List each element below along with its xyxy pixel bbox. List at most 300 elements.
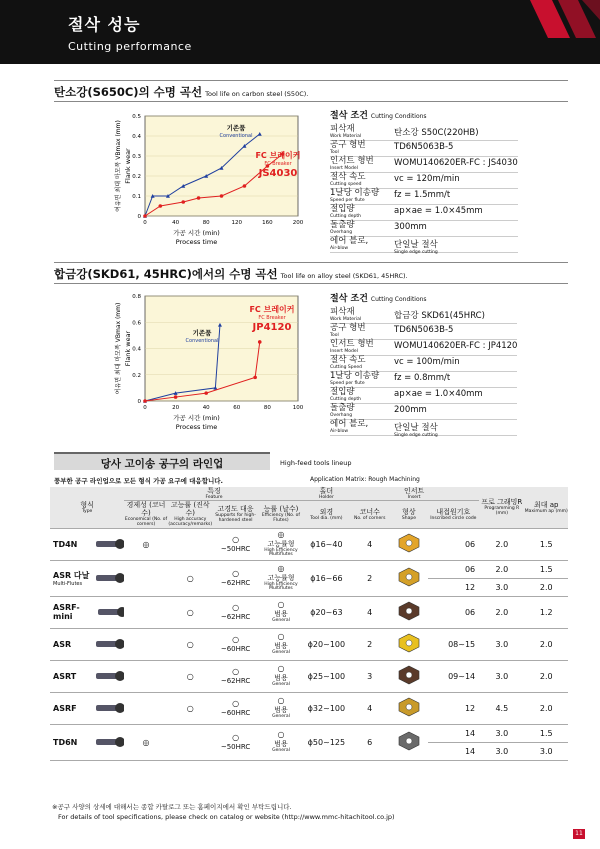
condition-label: 절삭 속도 [330, 172, 366, 182]
corners-cell: 4 [349, 692, 390, 724]
max-ap-cell: 1.5 [525, 560, 568, 578]
condition-row [330, 125, 518, 141]
series-name-en: FC Breaker [264, 161, 292, 167]
condition-label-en: Cutting speed [330, 181, 362, 187]
max-ap-cell: 2.0 [525, 578, 568, 596]
y-tick-label: 0 [137, 399, 141, 405]
circle-code-cell: 08~15 [428, 628, 480, 660]
feature-value-en: General [272, 617, 290, 623]
table-row [50, 692, 568, 724]
feature-mark: ○ [232, 534, 240, 544]
col-feature: 특징 Feature [124, 487, 303, 501]
y-tick-label: 0.3 [132, 154, 141, 160]
col-insert: 인서트 Insert [349, 487, 479, 501]
feature-mark: ○ [232, 698, 240, 708]
condition-value: TD6N5063B-5 [394, 325, 454, 335]
hardness-cell [213, 628, 258, 660]
circle-code-cell: 06 [428, 560, 480, 578]
circle-code-cell: 14 [428, 742, 480, 760]
max-ap-cell: 1.5 [525, 528, 568, 560]
lineup-table [50, 487, 568, 761]
y-tick-label: 0.1 [132, 194, 141, 200]
conditions-heading: 절삭 조건 Cutting Conditions [330, 294, 427, 304]
insert-shape-cell [390, 660, 427, 692]
data-point [258, 340, 262, 344]
x-tick-label: 60 [233, 405, 241, 411]
condition-label: 에어 블로, [330, 419, 369, 429]
efficiency-cell [258, 628, 303, 660]
condition-value: 200mm [394, 405, 427, 415]
y-axis-label: 여유면 최대 마모폭 VBmax (mm) [115, 302, 122, 395]
insert-shape-icon [398, 731, 420, 751]
condition-label-en: Air-blow [330, 245, 349, 251]
condition-row [330, 372, 517, 388]
tool-type-cell [50, 692, 124, 724]
tool-image-icon [96, 603, 124, 621]
data-point [253, 376, 257, 380]
circle-code-cell: 06 [428, 596, 480, 628]
corners-cell: 2 [349, 628, 390, 660]
x-tick-label: 80 [263, 405, 271, 411]
x-tick-label: 160 [262, 220, 273, 226]
feature-mark: ○ [277, 599, 285, 609]
programming-r-cell: 2.0 [479, 560, 524, 578]
tool-type-cell [50, 528, 124, 560]
diameter-cell: ϕ20~63 [304, 596, 349, 628]
x-axis-label-en: Process time [175, 238, 218, 246]
insert-shape-cell [390, 560, 427, 596]
feature-value: 범용 [274, 641, 288, 650]
data-point [243, 184, 247, 188]
condition-value-en: Single edge cutting [394, 250, 438, 255]
feature-value-en: High Efficiency Multiflutes [264, 581, 298, 592]
circle-code-cell: 14 [428, 724, 480, 742]
circle-code-cell: 12 [428, 578, 480, 596]
feature-value: 고능률형 [267, 573, 295, 582]
feature-value: ~62HRC [220, 578, 251, 587]
y-tick-label: 0.4 [132, 134, 141, 140]
section-title-ko: 탄소강(S650C)의 수명 곡선 [54, 85, 203, 99]
feature-mark: ◎ [277, 563, 285, 573]
max-ap-cell: 2.0 [525, 660, 568, 692]
x-tick-label: 40 [202, 405, 210, 411]
condition-label-en: Work Material [330, 133, 362, 139]
programming-r-cell: 3.0 [479, 660, 524, 692]
tool-type: ASRT [53, 671, 77, 681]
condition-label: 절입량 [330, 387, 355, 397]
feature-value: 범용 [274, 739, 288, 748]
condition-row [330, 237, 518, 253]
programming-r-cell: 3.0 [479, 578, 524, 596]
data-point [204, 391, 208, 395]
col-dia: 외경 Tool dia. (mm) [304, 501, 349, 528]
condition-row [330, 205, 518, 221]
tool-type-cell [50, 724, 124, 760]
y-tick-label: 0.6 [132, 320, 141, 327]
y-tick-label: 0.5 [132, 114, 141, 120]
feature-mark: ○ [232, 634, 240, 644]
max-ap-cell: 1.2 [525, 596, 568, 628]
condition-label: 피삭재 [330, 124, 355, 134]
condition-row [330, 324, 517, 340]
y-tick-label: 0.2 [132, 174, 141, 180]
condition-label: 1날당 이송량 [330, 371, 380, 381]
lineup-intro: 풍부한 공구 라인업으로 모든 형식 가공 요구에 대응합니다. [54, 477, 224, 485]
tool-type: ASR [53, 639, 72, 649]
condition-label: 피삭재 [330, 307, 355, 317]
hardness-cell [213, 560, 258, 596]
series-grade: JP4120 [252, 322, 292, 333]
col-holder: 홀더 Holder [304, 487, 349, 501]
col-corners: 코너수 No. of corners [349, 501, 390, 528]
chart-alloy-svg [50, 288, 320, 433]
series-name-en: Conventional [219, 133, 253, 139]
corners-cell: 4 [349, 528, 390, 560]
footnote-en: For details of tool specifications, please check on catalog or website (http://www.mmc-hitachitool.co.jp) [58, 813, 395, 821]
feature-value: ~50HRC [220, 544, 251, 553]
y-tick-label: 0.2 [132, 372, 141, 379]
page-subtitle: Cutting performance [68, 40, 192, 53]
series-name-en: Conventional [185, 338, 219, 344]
condition-row [330, 404, 517, 420]
condition-value: 단일날 절삭 Single edge cutting [394, 423, 438, 438]
diameter-cell: ϕ20~100 [304, 628, 349, 660]
efficiency-cell [258, 660, 303, 692]
diameter-cell: ϕ50~125 [304, 724, 349, 760]
tool-image-icon [94, 667, 124, 685]
section-title-ko: 합금강(SKD61, 45HRC)에서의 수명 곡선 [54, 267, 278, 281]
condition-row [330, 141, 518, 157]
condition-label: 공구 형번 [330, 323, 366, 333]
section-title-carbon [54, 80, 568, 102]
programming-r-cell: 3.0 [479, 742, 524, 760]
lineup-title-en: High-feed tools lineup [280, 459, 352, 467]
condition-value: TD6N5063B-5 [394, 142, 454, 152]
table-row [50, 560, 568, 578]
hardness-cell [213, 724, 258, 760]
condition-label: 돌출량 [330, 220, 355, 230]
insert-shape-icon [398, 633, 420, 653]
tool-image-icon [94, 569, 124, 587]
x-tick-label: 40 [172, 220, 180, 226]
condition-label: 공구 형번 [330, 140, 366, 150]
accuracy-cell: ○ [168, 660, 213, 692]
corners-cell: 2 [349, 560, 390, 596]
condition-value: 탄소강 S50C(220HB) [394, 128, 479, 138]
data-point [197, 196, 201, 200]
col-economical: 경제성 (코너수) Economical (No. of corners) [124, 501, 168, 528]
feature-value: ~62HRC [220, 612, 251, 621]
x-axis-label: 가공 시간 (min) [173, 414, 220, 422]
series-grade: JS4030 [258, 168, 298, 179]
lineup-intro-en: Application Matrix: Rough Machining [310, 476, 420, 483]
y-axis-label-en: Flank wear [124, 330, 132, 367]
x-tick-label: 0 [143, 405, 147, 411]
condition-label-en: Work Material [330, 316, 362, 322]
hardness-cell [213, 692, 258, 724]
efficiency-cell [258, 528, 303, 560]
economical-cell [124, 628, 167, 660]
insert-shape-icon [398, 567, 420, 587]
tool-type-cell [50, 560, 124, 596]
series-name-en: FC Breaker [258, 315, 286, 321]
conditions-carbon [330, 108, 518, 253]
footnote-ko: ※공구 사양의 상세에 대해서는 종합 카탈로그 또는 홈페이지에서 확인 부탁드립니다. [52, 803, 292, 811]
economical-cell [124, 692, 167, 724]
condition-label-en: Overhang [330, 229, 353, 235]
feature-value: 범용 [274, 609, 288, 618]
programming-r-cell: 3.0 [479, 724, 524, 742]
table-row [50, 628, 568, 660]
page-number: 11 [573, 829, 585, 839]
programming-r-cell: 2.0 [479, 528, 524, 560]
y-tick-label: 0.4 [132, 346, 141, 353]
condition-value: fz = 1.5mm/t [394, 190, 451, 200]
efficiency-cell [258, 724, 303, 760]
hardness-cell [213, 528, 258, 560]
feature-value-en: General [272, 747, 290, 753]
tool-type-en: Multi-Flutes [53, 580, 83, 587]
condition-value-en: Single edge cutting [394, 433, 438, 438]
economical-cell [124, 596, 167, 628]
col-progR: 프로 그래밍R Programming R (mm) [479, 487, 524, 528]
hardness-cell [213, 660, 258, 692]
circle-code-cell: 09~14 [428, 660, 480, 692]
insert-shape-cell [390, 692, 427, 724]
condition-label: 돌출량 [330, 403, 355, 413]
condition-label: 절입량 [330, 204, 355, 214]
condition-label-en: Speed per flute [330, 380, 365, 386]
tool-type: TD4N [53, 539, 78, 549]
feature-mark: ○ [232, 602, 240, 612]
feature-value-en: General [272, 681, 290, 687]
feature-mark: ○ [232, 732, 240, 742]
y-axis-label-en: Flank wear [124, 148, 132, 184]
condition-value: 합금강 SKD61(45HRC) [394, 311, 485, 321]
condition-label: 1날당 이송량 [330, 188, 380, 198]
corner-decoration-icon [530, 0, 600, 38]
condition-row [330, 388, 517, 404]
efficiency-cell [258, 596, 303, 628]
diameter-cell: ϕ16~40 [304, 528, 349, 560]
condition-value: ap×ae = 1.0×40mm [394, 389, 483, 399]
tool-type-cell [50, 660, 124, 692]
section-title-en: Tool life on alloy steel (SKD61, 45HRC). [280, 272, 408, 280]
x-tick-label: 200 [292, 220, 304, 226]
programming-r-cell: 4.5 [479, 692, 524, 724]
header-banner [0, 0, 600, 64]
feature-value: ~60HRC [220, 708, 251, 717]
condition-label-en: Cutting depth [330, 213, 362, 219]
data-point [143, 214, 147, 218]
max-ap-cell: 2.0 [525, 628, 568, 660]
condition-value: WOMU140620ER-FC : JP4120 [394, 341, 518, 351]
condition-row [330, 356, 517, 372]
insert-shape-cell [390, 596, 427, 628]
table-row [50, 724, 568, 742]
insert-shape-icon [398, 697, 420, 717]
feature-value: 고능률형 [267, 539, 295, 548]
conditions-heading-en: Cutting Conditions [370, 296, 427, 303]
feature-value: 범용 [274, 673, 288, 682]
data-point [143, 399, 147, 403]
programming-r-cell: 2.0 [479, 596, 524, 628]
series-name: 기존품 [226, 124, 246, 132]
col-circle: 내접원기호 Inscribed circle code [428, 501, 480, 528]
tool-type: ASR 다날 [53, 570, 90, 580]
tool-type-cell [50, 596, 124, 628]
x-tick-label: 120 [231, 220, 243, 226]
x-tick-label: 100 [292, 405, 304, 411]
conditions-alloy [330, 291, 517, 436]
condition-value: ap×ae = 1.0×45mm [394, 206, 483, 216]
y-axis-label: 여유면 최대 마모폭 VBmax (mm) [115, 120, 122, 212]
economical-cell [124, 560, 167, 596]
tool-image-icon [94, 635, 124, 653]
economical-cell [124, 660, 167, 692]
conditions-heading: 절삭 조건 Cutting Conditions [330, 111, 427, 121]
feature-mark: ◎ [277, 529, 285, 539]
condition-value: vc = 120m/min [394, 174, 460, 184]
chart-carbon-svg [50, 108, 320, 248]
programming-r-cell: 3.0 [479, 628, 524, 660]
feature-value-en: General [272, 713, 290, 719]
circle-code-cell: 06 [428, 528, 480, 560]
x-axis-label: 가공 시간 (min) [173, 229, 220, 237]
accuracy-cell [168, 724, 213, 760]
condition-label-en: Overhang [330, 412, 353, 418]
efficiency-cell [258, 692, 303, 724]
max-ap-cell: 3.0 [525, 742, 568, 760]
accuracy-cell [168, 528, 213, 560]
condition-label-en: Air-blow [330, 428, 349, 434]
table-header-row [50, 487, 568, 501]
max-ap-cell: 2.0 [525, 692, 568, 724]
x-tick-label: 80 [202, 220, 210, 226]
accuracy-cell: ○ [168, 560, 213, 596]
tool-type: TD6N [53, 737, 78, 747]
x-axis-label-en: Process time [175, 423, 218, 431]
section-title-en: Tool life on carbon steel (S50C). [205, 90, 309, 98]
condition-label-en: Cutting Speed [330, 364, 363, 370]
tool-image-icon [94, 535, 124, 553]
tool-type: ASRF-mini [53, 603, 80, 622]
condition-label: 절삭 속도 [330, 355, 366, 365]
accuracy-cell: ○ [168, 692, 213, 724]
col-type: 형식 Type [50, 487, 124, 528]
diameter-cell: ϕ32~100 [304, 692, 349, 724]
insert-shape-icon [398, 533, 420, 553]
insert-shape-icon [398, 601, 420, 621]
economical-cell: ◎ [124, 528, 167, 560]
table-row [50, 528, 568, 560]
col-efficiency: 능률 (날수) Efficiency (No. of Flutes) [258, 501, 303, 528]
max-ap-cell: 1.5 [525, 724, 568, 742]
condition-label-en: Insert Model [330, 165, 358, 171]
accuracy-cell: ○ [168, 596, 213, 628]
feature-mark: ○ [277, 631, 285, 641]
hardness-cell [213, 596, 258, 628]
col-accuracy: 고능률 (진삭수) High accuracy (accuracy/remarks) [168, 501, 213, 528]
col-shape: 형상 Shape [390, 501, 427, 528]
insert-shape-cell [390, 628, 427, 660]
condition-label: 에어 블로, [330, 236, 369, 246]
feature-mark: ○ [277, 663, 285, 673]
diameter-cell: ϕ16~66 [304, 560, 349, 596]
feature-value-en: General [272, 649, 290, 655]
condition-row [330, 173, 518, 189]
condition-label-en: Speed per flute [330, 197, 365, 203]
y-tick-label: 0.8 [132, 294, 141, 300]
data-point [174, 395, 178, 399]
data-point [159, 204, 163, 208]
condition-label-en: Tool [330, 149, 339, 155]
series-name: FC 브레이커 [249, 305, 295, 314]
data-point [220, 194, 224, 198]
tool-image-icon [94, 733, 124, 751]
corners-cell: 4 [349, 596, 390, 628]
series-name: 기존품 [192, 329, 212, 337]
condition-value: vc = 100m/min [394, 357, 460, 367]
condition-row [330, 189, 518, 205]
accuracy-cell: ○ [168, 628, 213, 660]
feature-mark: ○ [232, 666, 240, 676]
feature-mark: ○ [277, 729, 285, 739]
x-tick-label: 20 [172, 405, 180, 411]
lineup-title: 당사 고이송 공구의 라인업 [100, 458, 224, 470]
page-title: 절삭 성능 [68, 15, 141, 34]
condition-value: fz = 0.8mm/t [394, 373, 451, 383]
chart-carbon [50, 108, 320, 252]
condition-row [330, 157, 518, 173]
corners-cell: 3 [349, 660, 390, 692]
condition-row [330, 221, 518, 237]
condition-label-en: Tool [330, 332, 339, 338]
feature-mark: ○ [232, 568, 240, 578]
condition-label-en: Cutting depth [330, 396, 362, 402]
table-row [50, 596, 568, 628]
condition-label: 인서트 형번 [330, 156, 374, 166]
data-point [181, 200, 185, 204]
corners-cell: 6 [349, 724, 390, 760]
diameter-cell: ϕ25~100 [304, 660, 349, 692]
section-title-alloy [54, 262, 568, 284]
efficiency-cell [258, 560, 303, 596]
tool-image-icon [94, 699, 124, 717]
condition-value: 300mm [394, 222, 427, 232]
economical-cell: ◎ [124, 724, 167, 760]
condition-label-en: Insert Model [330, 348, 358, 354]
insert-shape-cell [390, 528, 427, 560]
condition-row [330, 308, 517, 324]
series-name: FC 브레이커 [255, 151, 301, 160]
feature-value-en: High Efficiency Multiflutes [264, 547, 298, 558]
circle-code-cell: 12 [428, 692, 480, 724]
insert-shape-icon [398, 665, 420, 685]
col-ap: 최대 ap Maximum ap (mm) [525, 487, 568, 528]
feature-value: ~50HRC [220, 742, 251, 751]
tool-type-cell [50, 628, 124, 660]
feature-value: ~60HRC [220, 644, 251, 653]
table-row [50, 660, 568, 692]
feature-value: ~62HRC [220, 676, 251, 685]
feature-mark: ○ [277, 695, 285, 705]
x-tick-label: 0 [143, 220, 147, 226]
insert-shape-cell [390, 724, 427, 760]
condition-label: 인서트 형번 [330, 339, 374, 349]
col-hardness: 고경도 대응 Supports for high-hardened steel [213, 501, 258, 528]
tool-type: ASRF [53, 703, 77, 713]
